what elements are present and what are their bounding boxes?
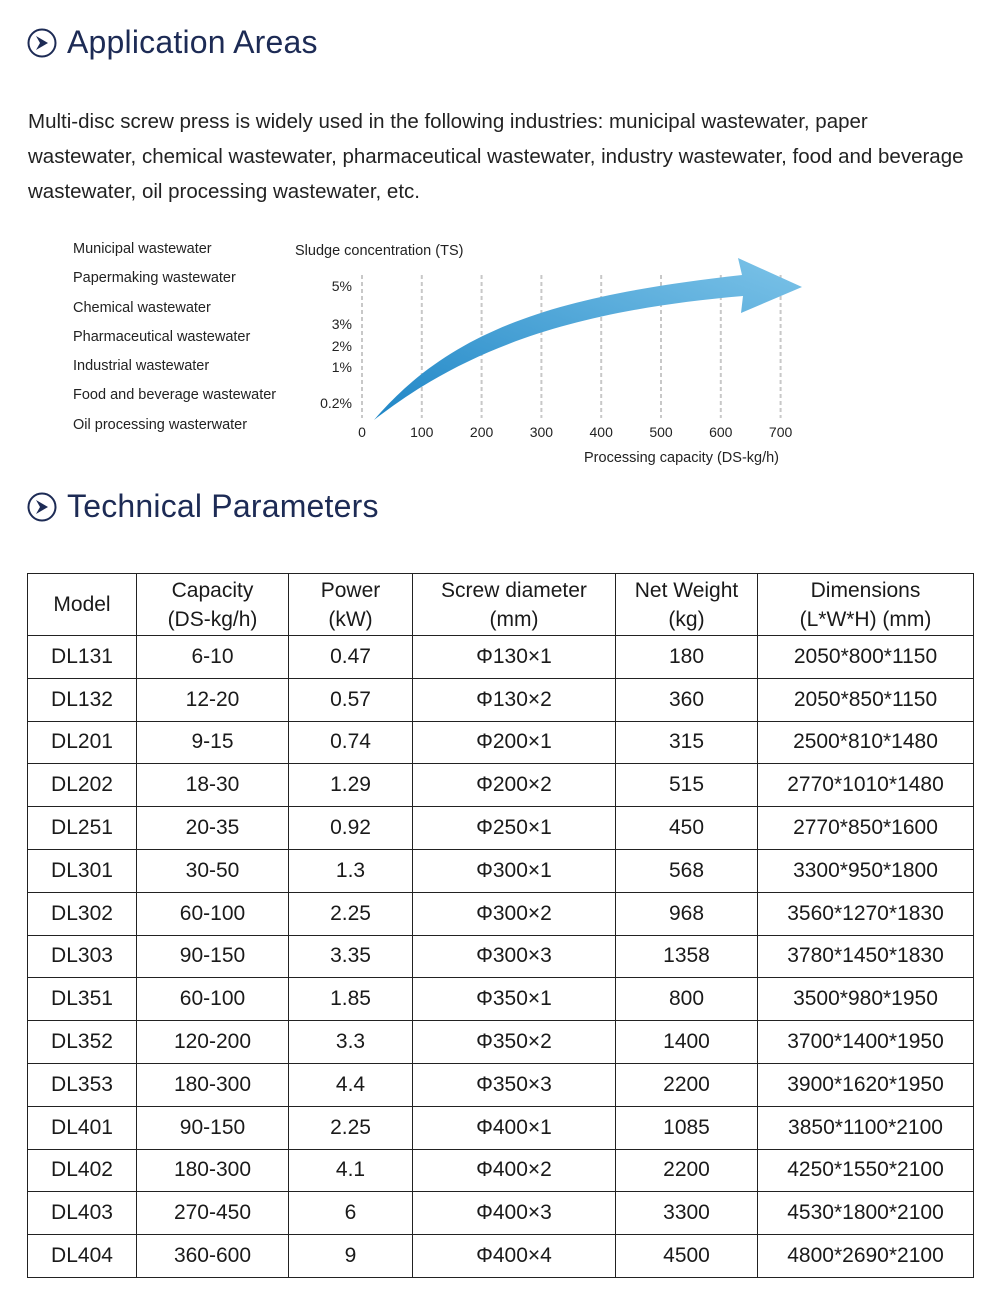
table-cell: 12-20 (137, 678, 289, 721)
parameters-table (27, 573, 974, 1278)
intro-paragraph: Multi-disc screw press is widely used in the following industries: municipal wastewater, paper wastewater, chemical wastewater, pharmaceutical wastewater, industry wastewater, food and beverage wastewater, oil processing wastewater, etc. (28, 110, 964, 203)
table-cell: 800 (616, 978, 758, 1021)
table-cell: 4500 (616, 1235, 758, 1278)
table-cell: DL201 (28, 721, 137, 764)
table-cell: 60-100 (137, 892, 289, 935)
table-cell: 0.92 (289, 807, 413, 850)
y-tick-label: 1% (331, 359, 352, 375)
table-row (28, 1063, 974, 1106)
chart-svg (280, 230, 840, 475)
table-cell: DL403 (28, 1192, 137, 1235)
table-cell: 360 (616, 678, 758, 721)
column-header (289, 574, 413, 636)
x-tick-label: 300 (529, 424, 554, 440)
table-cell: Φ400×3 (413, 1192, 616, 1235)
table-cell: DL401 (28, 1106, 137, 1149)
table-cell: 6-10 (137, 636, 289, 679)
table-cell: 30-50 (137, 849, 289, 892)
table-cell: 3.3 (289, 1021, 413, 1064)
table-cell: 3780*1450*1830 (758, 935, 974, 978)
table-cell: Φ300×2 (413, 892, 616, 935)
table-cell: 60-100 (137, 978, 289, 1021)
table-cell: 3500*980*1950 (758, 978, 974, 1021)
header-text: Model (53, 593, 111, 616)
list-item: Papermaking wastewater (73, 270, 236, 287)
header-text: (kW) (328, 607, 373, 631)
table-cell: Φ400×2 (413, 1149, 616, 1192)
table-cell: 1400 (616, 1021, 758, 1064)
table-cell: 120-200 (137, 1021, 289, 1064)
table-cell: 1.85 (289, 978, 413, 1021)
table-cell: Φ200×2 (413, 764, 616, 807)
table-cell: 9 (289, 1235, 413, 1278)
table-row (28, 764, 974, 807)
table-cell: Φ300×1 (413, 849, 616, 892)
list-item: Chemical wastewater (73, 299, 211, 316)
x-tick-label: 400 (589, 424, 613, 440)
table-cell: 4530*1800*2100 (758, 1192, 974, 1235)
table-row (28, 849, 974, 892)
table-cell: 0.47 (289, 636, 413, 679)
list-item: Oil processing wasterwater (73, 416, 248, 433)
header-text: (mm) (489, 607, 539, 631)
table-cell: DL132 (28, 678, 137, 721)
chevron-circle-icon (27, 492, 57, 522)
table-row (28, 807, 974, 850)
table-cell: 515 (616, 764, 758, 807)
table-cell: 6 (289, 1192, 413, 1235)
table-row (28, 1021, 974, 1064)
table-cell: Φ350×3 (413, 1063, 616, 1106)
table-cell: 90-150 (137, 935, 289, 978)
table-row (28, 935, 974, 978)
x-tick-label: 0 (358, 424, 366, 440)
table-row (28, 978, 974, 1021)
table-cell: 2050*850*1150 (758, 678, 974, 721)
y-axis-label: Sludge concentration (TS) (295, 243, 464, 259)
header-text: (L*W*H) (mm) (799, 607, 932, 631)
table-row (28, 1106, 974, 1149)
column-header (137, 574, 289, 636)
header-text: (DS-kg/h) (167, 607, 258, 631)
table-cell: DL402 (28, 1149, 137, 1192)
table-cell: Φ300×3 (413, 935, 616, 978)
y-tick-label: 5% (331, 278, 352, 294)
table-row (28, 892, 974, 935)
table-cell: 2770*1010*1480 (758, 764, 974, 807)
table-cell: 568 (616, 849, 758, 892)
table-cell: 450 (616, 807, 758, 850)
table-cell: 3.35 (289, 935, 413, 978)
header-text: (kg) (668, 607, 705, 631)
table-cell: Φ200×1 (413, 721, 616, 764)
header-text: Net Weight (634, 578, 739, 602)
list-item: Pharmaceutical wastewater (73, 328, 251, 345)
table-cell: DL301 (28, 849, 137, 892)
table-cell: DL351 (28, 978, 137, 1021)
table-cell: 315 (616, 721, 758, 764)
table-cell: Φ400×4 (413, 1235, 616, 1278)
section-title: Application Areas (67, 24, 318, 60)
y-tick-label: 3% (331, 316, 352, 332)
header-text: Power (320, 578, 381, 602)
table-cell: Φ350×1 (413, 978, 616, 1021)
table-cell: 3850*1100*2100 (758, 1106, 974, 1149)
table-cell: DL352 (28, 1021, 137, 1064)
industry-list (73, 237, 276, 442)
table-cell: 180-300 (137, 1149, 289, 1192)
table-cell: 2770*850*1600 (758, 807, 974, 850)
column-header (413, 574, 616, 636)
table-row (28, 1192, 974, 1235)
table-cell: 968 (616, 892, 758, 935)
table-cell: 1358 (616, 935, 758, 978)
table-cell: DL404 (28, 1235, 137, 1278)
technical-parameters-header (27, 488, 379, 525)
column-header (28, 574, 137, 636)
table-cell: 3300*950*1800 (758, 849, 974, 892)
x-tick-label: 500 (649, 424, 673, 440)
table-cell: DL131 (28, 636, 137, 679)
table-row (28, 721, 974, 764)
trend-arrow (374, 258, 802, 420)
table-cell: 2500*810*1480 (758, 721, 974, 764)
table-cell: DL353 (28, 1063, 137, 1106)
table-cell: 180-300 (137, 1063, 289, 1106)
section-title: Technical Parameters (67, 488, 379, 524)
list-item: Food and beverage wastewater (73, 387, 277, 404)
x-tick-label: 100 (410, 424, 434, 440)
table-cell: 0.57 (289, 678, 413, 721)
table-cell: 360-600 (137, 1235, 289, 1278)
list-item: Industrial wastewater (73, 358, 210, 375)
table-cell: 2.25 (289, 892, 413, 935)
table-header-row (28, 574, 974, 636)
table-cell: Φ350×2 (413, 1021, 616, 1064)
y-tick-label: 0.2% (320, 395, 352, 411)
table-cell: DL202 (28, 764, 137, 807)
table-cell: 180 (616, 636, 758, 679)
table-cell: 3300 (616, 1192, 758, 1235)
table-cell: 3900*1620*1950 (758, 1063, 974, 1106)
column-header (758, 574, 974, 636)
table-cell: 270-450 (137, 1192, 289, 1235)
table-cell: 3560*1270*1830 (758, 892, 974, 935)
table-cell: 18-30 (137, 764, 289, 807)
table-cell: 9-15 (137, 721, 289, 764)
table-cell: Φ130×1 (413, 636, 616, 679)
table-cell: Φ250×1 (413, 807, 616, 850)
table-cell: 2200 (616, 1063, 758, 1106)
table-cell: DL251 (28, 807, 137, 850)
table-cell: 2050*800*1150 (758, 636, 974, 679)
table-cell: Φ130×2 (413, 678, 616, 721)
table-row (28, 636, 974, 679)
table-cell: 4800*2690*2100 (758, 1235, 974, 1278)
x-tick-label: 600 (709, 424, 733, 440)
x-axis-label: Processing capacity (DS-kg/h) (584, 450, 780, 466)
table-cell: 1085 (616, 1106, 758, 1149)
table-cell: 1.3 (289, 849, 413, 892)
table-cell: 4250*1550*2100 (758, 1149, 974, 1192)
table-cell: 2.25 (289, 1106, 413, 1149)
table-cell: 4.1 (289, 1149, 413, 1192)
header-text: Capacity (171, 578, 254, 602)
y-tick-label: 2% (331, 338, 352, 354)
table-cell: 0.74 (289, 721, 413, 764)
table-cell: DL302 (28, 892, 137, 935)
chevron-circle-icon (27, 28, 57, 58)
table-cell: Φ400×1 (413, 1106, 616, 1149)
table-row (28, 1235, 974, 1278)
list-item: Municipal wastewater (73, 241, 212, 257)
header-text: Dimensions (810, 578, 921, 602)
x-tick-label: 200 (469, 424, 494, 440)
table-cell: 4.4 (289, 1063, 413, 1106)
table-cell: 20-35 (137, 807, 289, 850)
table-cell: 3700*1400*1950 (758, 1021, 974, 1064)
table-cell: 2200 (616, 1149, 758, 1192)
table-row (28, 678, 974, 721)
table-cell: 90-150 (137, 1106, 289, 1149)
x-tick-label: 700 (768, 424, 793, 440)
table-row (28, 1149, 974, 1192)
capacity-chart (280, 230, 840, 475)
application-areas-header (27, 24, 318, 61)
header-text: Screw diameter (441, 578, 587, 602)
column-header (616, 574, 758, 636)
table-cell: 1.29 (289, 764, 413, 807)
table-cell: DL303 (28, 935, 137, 978)
